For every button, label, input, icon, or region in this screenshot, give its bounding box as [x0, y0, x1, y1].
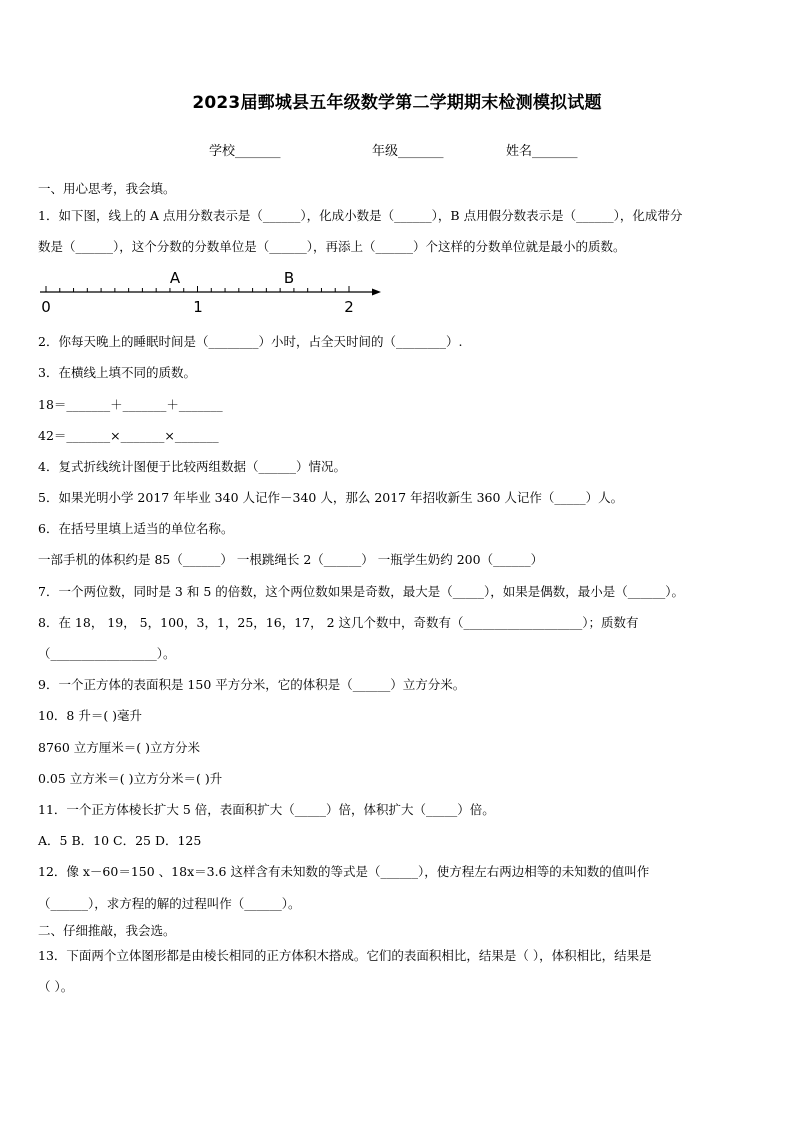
point-b-label: B	[283, 269, 295, 287]
question-6-items: 一部手机的体积约是 85（______） 一根跳绳长 2（______） 一瓶学生奶约 200（______）	[38, 552, 544, 567]
tick-label-0: 0	[41, 298, 51, 316]
question-13-line-1: 13．下面两个立体图形都是由棱长相同的正方体积木搭成。它们的表面积相比，结果是（ ），体积相比，结果是	[38, 948, 652, 963]
question-7: 7．一个两位数，同时是 3 和 5 的倍数，这个两位数如果是奇数，最大是（_____），如果是偶数，最小是（______）。	[38, 584, 685, 599]
question-3: 3．在横线上填不同的质数。	[38, 365, 196, 380]
question-10-line-2: 8760 立方厘米＝( )立方分米	[38, 740, 201, 755]
question-6: 6．在括号里填上适当的单位名称。	[38, 521, 234, 536]
number-line-arrow	[372, 289, 381, 296]
question-8-line-2: （_________________）。	[38, 646, 176, 661]
question-3-product-line: 42＝_______×_______×_______	[38, 428, 219, 443]
question-3-sum-line: 18＝_______＋_______＋_______	[38, 397, 223, 412]
question-4: 4．复式折线统计图便于比较两组数据（______）情况。	[38, 459, 346, 474]
question-12-line-1: 12．像 x－60＝150 、18x＝3.6 这样含有未知数的等式是（______），使方程左右两边相等的未知数的值叫作	[38, 864, 650, 879]
number-line-figure	[38, 266, 388, 318]
page-title: 2023届鄄城县五年级数学第二学期期末检测模拟试题	[192, 93, 602, 113]
question-8-line-1: 8．在 18， 19， 5，100，3，1，25，16，17， 2 这几个数中，奇数有（___________________）；质数有	[38, 615, 639, 630]
question-1-line-2: 数是（______），这个分数的分数单位是（______），再添上（______）个这样的分数单位就是最小的质数。	[38, 239, 626, 254]
question-1-line-1: 1．如下图，线上的 A 点用分数表示是（______），化成小数是（______），B 点用假分数表示是（______），化成带分	[38, 208, 683, 223]
tick-label-1: 1	[193, 298, 203, 316]
question-11: 11．一个正方体棱长扩大 5 倍，表面积扩大（_____）倍，体积扩大（_____）倍。	[38, 802, 495, 817]
school-field[interactable]: 学校_______	[209, 144, 281, 159]
question-5: 5．如果光明小学 2017 年毕业 340 人记作－340 人，那么 2017 年招收新生 360 人记作（_____）人。	[38, 490, 624, 505]
name-field[interactable]: 姓名_______	[506, 144, 578, 159]
question-10-line-3: 0.05 立方米＝( )立方分米＝( )升	[38, 771, 223, 786]
question-12-line-2: （______），求方程的解的过程叫作（______）。	[38, 896, 301, 911]
section-1-heading: 一、用心思考，我会填。	[38, 181, 176, 196]
tick-label-2: 2	[344, 298, 354, 316]
number-line-ticks	[46, 286, 349, 292]
section-2-heading: 二、仔细推敲，我会选。	[38, 923, 176, 938]
question-9: 9．一个正方体的表面积是 150 平方分米，它的体积是（______）立方分米。	[38, 677, 466, 692]
question-13-line-2: （ ）。	[38, 979, 74, 994]
question-11-options: A．5 B．10 C．25 D．125	[38, 833, 202, 848]
question-2: 2．你每天晚上的睡眠时间是（________）小时，占全天时间的（________）.	[38, 334, 463, 349]
question-10-line-1: 10．8 升＝( )毫升	[38, 708, 143, 723]
grade-field[interactable]: 年级_______	[372, 144, 444, 159]
point-a-label: A	[169, 269, 181, 287]
